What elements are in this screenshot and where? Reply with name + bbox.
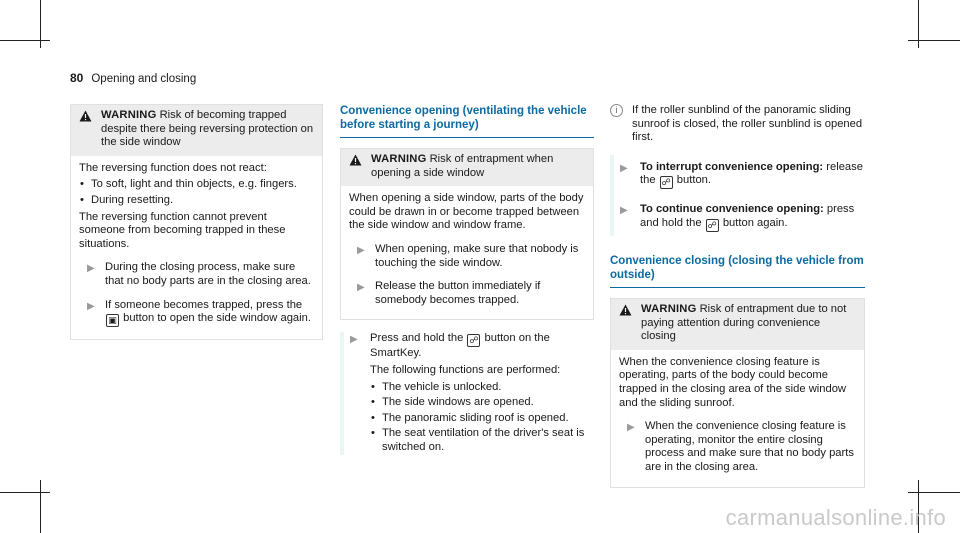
- step-block: [610, 155, 865, 236]
- section-heading: Convenience closing (closing the vehicle from outside): [610, 254, 865, 288]
- step-text: Press and hold the: [370, 332, 464, 345]
- warning-text: When the convenience closing feature is operating, parts of the body could become trapped in the closing area of the side window and the sliding sunroof.: [619, 355, 847, 409]
- step-item: [349, 243, 585, 270]
- warning-header: [71, 105, 322, 156]
- warning-box: [610, 298, 865, 488]
- step-item: [79, 261, 314, 288]
- crop-mark: [908, 492, 960, 493]
- warning-title: Risk of becoming trapped despite there being reversing protection on the side window: [101, 109, 314, 149]
- step-text: button on the SmartKey.: [370, 332, 550, 360]
- step-arrow-icon: ▶: [87, 300, 95, 312]
- step-bold-text: To interrupt convenience opening:: [640, 160, 824, 173]
- step-bold-text: To continue convenience opening:: [640, 203, 824, 216]
- step-arrow-icon: ▶: [350, 334, 358, 346]
- window-button-icon: ▣: [106, 314, 119, 327]
- info-text: If the roller sunblind of the panoramic sliding sunroof is closed, the roller sunblind is opened first.: [632, 104, 863, 144]
- crop-mark: [0, 492, 50, 493]
- list-item: • The seat ventilation of the driver's seat is switched on.: [370, 427, 594, 454]
- step-item: [614, 155, 865, 194]
- step-arrow-icon: ▶: [357, 282, 365, 294]
- list-item: • The side windows are opened.: [370, 396, 594, 410]
- page-header: [70, 72, 196, 87]
- warning-header: [341, 149, 593, 186]
- warning-label: WARNING: [641, 302, 697, 315]
- step-arrow-icon: ▶: [627, 422, 635, 434]
- step-arrow-icon: ▶: [620, 162, 628, 174]
- list-item: • To soft, light and thin objects, e.g. fingers.: [79, 178, 314, 192]
- section-title: Opening and closing: [91, 73, 197, 85]
- step-item: [79, 299, 314, 328]
- info-note: [610, 104, 865, 145]
- column-middle: [340, 104, 594, 458]
- step-item: [614, 193, 865, 236]
- crop-mark: [0, 40, 50, 41]
- step-text: Release the button immediately if somebody becomes trapped.: [375, 280, 541, 306]
- list-item: • The panoramic sliding roof is opened.: [370, 412, 594, 426]
- unlock-button-icon: ☍: [707, 219, 717, 230]
- step-item: [349, 280, 585, 307]
- warning-triangle-icon: [349, 153, 363, 180]
- warning-triangle-icon: [79, 109, 93, 150]
- warning-body: [611, 350, 864, 487]
- warning-title: Risk of entrapment due to not paying attention during convenience closing: [641, 302, 847, 343]
- warning-box: [340, 148, 594, 320]
- step-text: During the closing process, make sure that no body parts are in the closing area.: [105, 261, 311, 287]
- warning-triangle-icon: [619, 303, 633, 344]
- info-icon: i: [610, 104, 623, 117]
- warning-box: [70, 104, 323, 340]
- warning-text: When opening a side window, parts of the body could be drawn in or become trapped between the side window and window frame.: [349, 192, 584, 232]
- watermark: carmanualsonline.info: [725, 505, 946, 531]
- warning-text: The reversing function cannot prevent someone from becoming trapped in these situations.: [79, 210, 286, 250]
- step-arrow-icon: ▶: [620, 205, 628, 217]
- warning-label: WARNING: [371, 153, 427, 165]
- page-number: 80: [70, 71, 84, 85]
- step-block: [340, 332, 594, 454]
- section-heading: Convenience opening (ventilating the vehicle before starting a journey): [340, 104, 594, 138]
- unlock-button-icon: ☍: [661, 177, 671, 188]
- step-text: press and hold the: [640, 203, 855, 229]
- column-right: [610, 104, 865, 488]
- step-text: When opening, make sure that nobody is touching the side window.: [375, 242, 579, 269]
- crop-mark: [908, 40, 960, 41]
- step-arrow-icon: ▶: [357, 244, 365, 256]
- step-arrow-icon: ▶: [87, 263, 95, 275]
- bullet-list: [370, 381, 594, 455]
- step-item: [619, 420, 856, 474]
- step-text: button.: [676, 174, 711, 187]
- step-intro: The following functions are performed:: [370, 363, 561, 376]
- warning-body: [71, 156, 322, 339]
- unlock-button-icon: ☍: [469, 335, 479, 346]
- warning-intro: The reversing function does not react:: [79, 161, 267, 174]
- step-text: release the: [640, 160, 863, 187]
- list-item: • The vehicle is unlocked.: [370, 381, 594, 395]
- crop-mark: [40, 480, 41, 533]
- step-text: button to open the side window again.: [123, 312, 311, 325]
- warning-body: [341, 186, 593, 319]
- warning-header: [611, 299, 864, 350]
- list-item: • During resetting.: [79, 194, 314, 208]
- step-text: button again.: [722, 216, 788, 229]
- step-text: If someone becomes trapped, press the: [105, 298, 303, 311]
- warning-title: Risk of entrapment when opening a side window: [371, 153, 554, 179]
- step-item: [344, 332, 594, 454]
- step-text: When the convenience closing feature is operating, monitor the entire closing process and make sure that no body parts are in the closing area.: [645, 420, 854, 473]
- column-left: [70, 104, 323, 340]
- warning-label: WARNING: [101, 109, 157, 121]
- bullet-list: [79, 178, 314, 207]
